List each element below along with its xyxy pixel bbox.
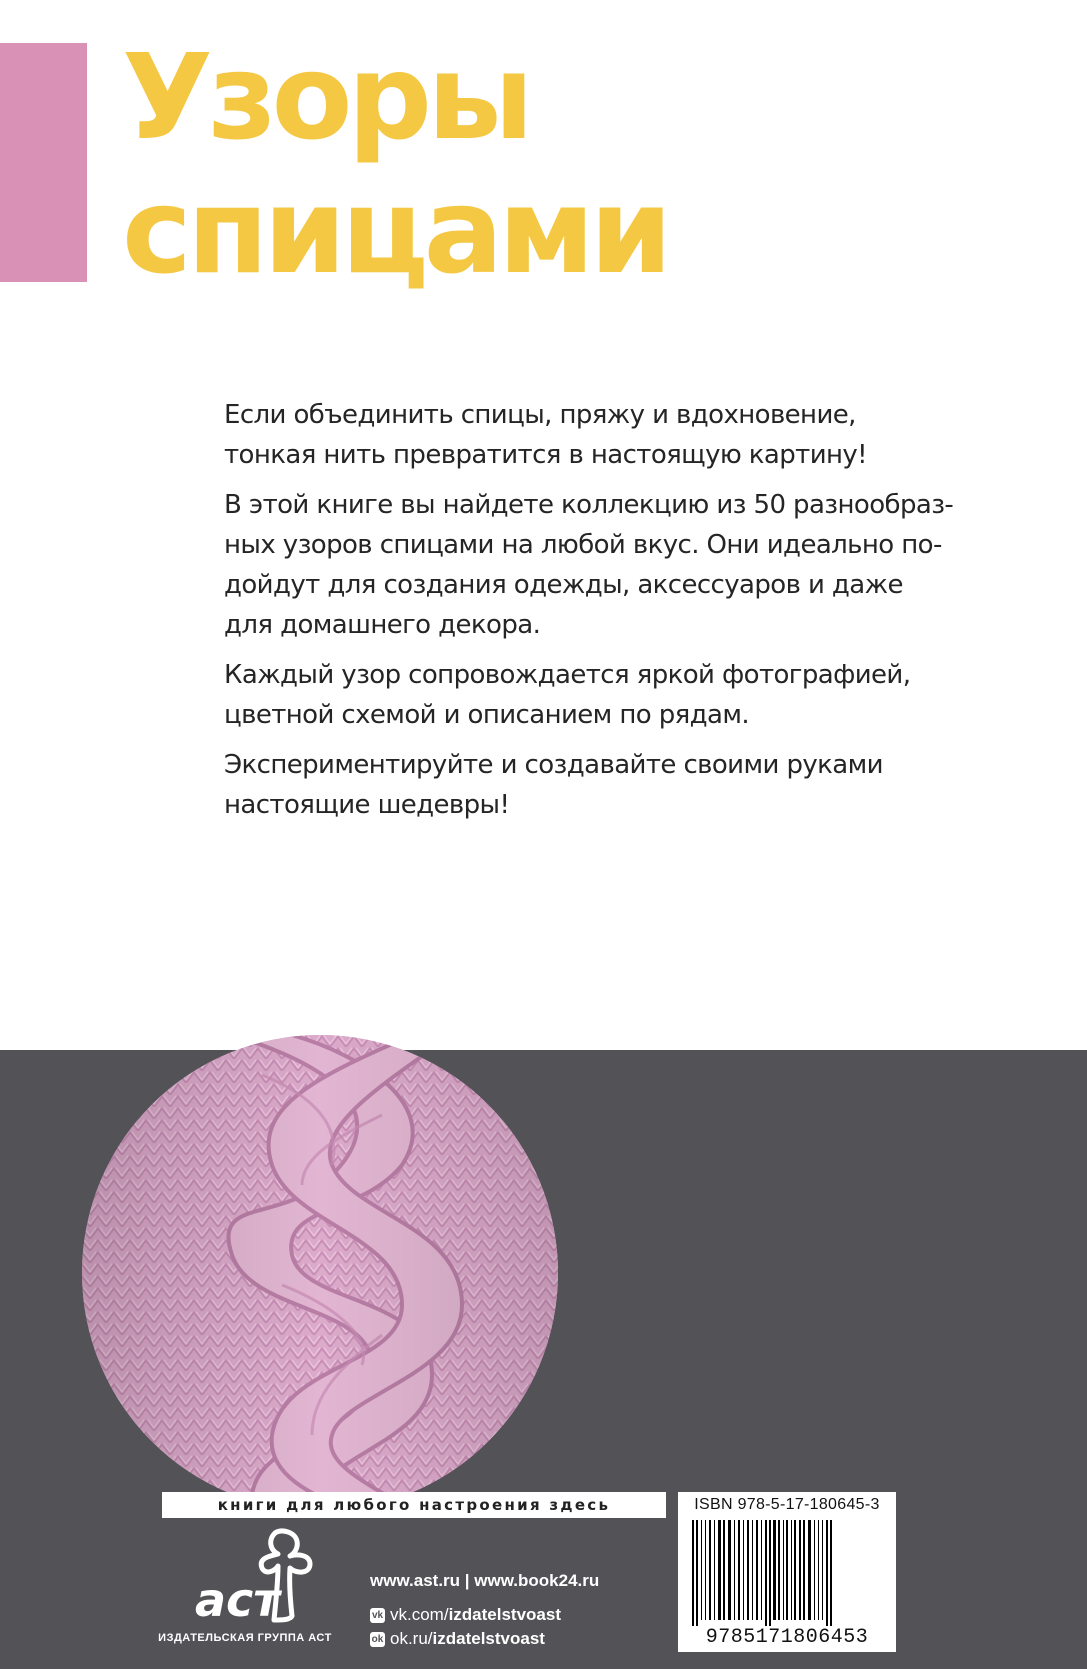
publisher-logo: [150, 1528, 340, 1656]
barcode-bar: [778, 1520, 780, 1620]
barcode-bar: [756, 1520, 758, 1620]
barcode-bar: [696, 1520, 698, 1626]
isbn-barcode-box: [678, 1492, 896, 1652]
barcode-bar: [814, 1520, 815, 1620]
ast-logo-text: аст: [195, 1573, 280, 1627]
vk-icon: vk: [371, 1609, 384, 1621]
barcode-bar: [761, 1520, 762, 1620]
barcode-bar: [818, 1520, 819, 1620]
paragraph-3: Каждый узор сопровождается яркой фотографией, цветной схемой и описанием по рядам.: [224, 660, 911, 730]
barcode-bar: [791, 1520, 792, 1620]
barcode-bar: [734, 1520, 735, 1620]
pink-accent-bar: [0, 43, 87, 282]
isbn-number: ISBN 978-5-17-180645-3: [694, 1496, 880, 1513]
barcode-bar: [705, 1520, 706, 1620]
ast-logo-icon: [150, 1528, 340, 1628]
barcode-bar: [765, 1520, 767, 1626]
vk-link[interactable]: vk vk.com/ izdatelstvoast: [371, 1605, 561, 1624]
slogan-banner: книги для любого настроения здесь: [162, 1492, 666, 1518]
odnoklassniki-icon: ok: [371, 1633, 384, 1645]
publisher-links: [370, 1569, 599, 1651]
barcode-bar: [786, 1520, 788, 1620]
title-line-1: Узоры: [122, 28, 529, 166]
barcode-bar: [752, 1520, 753, 1620]
barcode-bar: [692, 1520, 694, 1626]
ok-link[interactable]: ok ok.ru/ izdatelstvoast: [371, 1629, 545, 1648]
barcode-bar: [783, 1520, 784, 1620]
barcode-bar: [803, 1520, 805, 1620]
barcode-bar: [743, 1520, 744, 1620]
publisher-label: ИЗДАТЕЛЬСКАЯ ГРУППА АСТ: [158, 1632, 332, 1644]
paragraph-4: Экспериментируйте и создавайте своими руками настоящие шедевры!: [224, 750, 883, 820]
barcode-icon: [688, 1520, 886, 1626]
barcode-bar: [701, 1520, 702, 1620]
barcode-bar: [728, 1520, 731, 1620]
barcode-bar: [747, 1520, 749, 1620]
barcode-bar: [773, 1520, 776, 1620]
paragraph-1: Если объединить спицы, пряжу и вдохновение, тонкая нить превратится в настоящую картину!: [224, 400, 867, 470]
barcode-bar: [723, 1520, 725, 1620]
websites-link[interactable]: www.ast.ru | www.book24.ru: [370, 1571, 600, 1590]
title-line-2: спицами: [122, 162, 668, 300]
barcode-bar: [826, 1520, 828, 1626]
annotation-text: [224, 395, 984, 835]
barcode-bar: [808, 1520, 811, 1620]
barcode-bar: [769, 1520, 771, 1626]
barcode-bar: [830, 1520, 832, 1626]
barcode-bar: [718, 1520, 721, 1620]
knitted-cable-photo: [82, 1035, 558, 1511]
barcode-bar: [794, 1520, 796, 1620]
barcode-bar: [822, 1520, 823, 1620]
book-title: [122, 30, 667, 298]
barcode-bar: [709, 1520, 711, 1620]
ean-digits: 9785171806453: [705, 1626, 869, 1649]
barcode-bar: [714, 1520, 715, 1620]
barcode-bar: [738, 1520, 740, 1620]
paragraph-2: В этой книге вы найдете коллекцию из 50 разнообраз- ных узоров спицами на любой вкус. Они идеально по- дойдут для создания одежды, аксессуаров и даже для домашнего декора.: [224, 490, 954, 640]
barcode-bar: [799, 1520, 801, 1620]
